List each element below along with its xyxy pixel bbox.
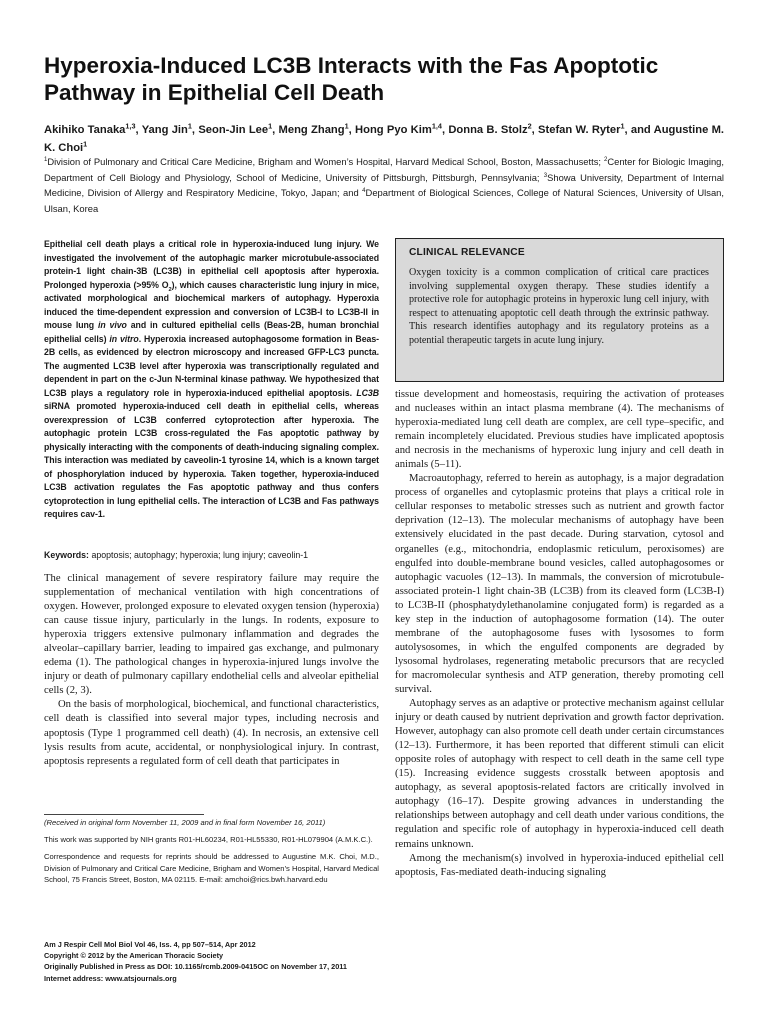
footnotes: [44, 817, 379, 891]
clinical-relevance-text: Oxygen toxicity is a common complication of critical care practices involving supplemental oxygen therapy. These studies identify a protective role for autophagic proteins in hyperoxic lung cell injury, with respect to attenuating apoptotic cell death through the extrinsic pathway. This research identifies autophagy and its regulatory proteins as a potential therapeutic targets in acute lung injury.: [409, 267, 709, 346]
author-affil-sup: 1: [187, 121, 192, 131]
affiliations: $^1$Division of Pulmonary and Critical Care Medicine, Brigham and Women’s Hospital, Harvard Medical School, Boston, Massachusetts; $^2$Center for Biologic Imaging, Department of Cell Biology and Physiology, School of Medicine, University of Pittsburgh, Pittsburgh, Pennsylvania; $^3$Showa University, Department of Internal Medicine, Division of Allergy and Respiratory Medicine, Tokyo, Japan; and $^4$Department of Biological Sciences, College of Natural Sciences, University of Ulsan, Ulsan, Korea: [44, 155, 724, 214]
body-paragraph: tissue development and homeostasis, requiring the activation of proteases and nucleases within an intact plasma membrane (4). The mechanisms of hyperoxia-mediated lung cell death are complex, are cell type–specific, and remain incompletely elucidated. Previous studies have implicated apoptosis and necrosis in the mechanisms of hyperoxic lung injury and cell death in animals (5–11).: [395, 389, 724, 471]
correspondence-note: Correspondence and requests for reprints should be addressed to Augustine M.K. Choi, M.D., Division of Pulmonary and Critical Care Medicine, Brigham and Women’s Hospital, Harvard Medical School, 75 Francis Street, Boston, MA 02115. E-mail: amchoi@rics.bwh.harvard.edu: [44, 852, 379, 884]
affiliation-4: Department of Biological Sciences, College of Natural Sciences, University of Ulsan, Ulsan, Korea: [44, 187, 724, 214]
keywords: [44, 549, 379, 562]
author-list: Akihiko Tanaka$^{1,3}$, Yang Jin$^1$, Seon-Jin Lee$^1$, Meng Zhang$^1$, Hong Pyo Kim$^{1,4}$, Donna B. Stolz$^2$, Stefan W. Ryter$^1$, and Augustine M. K. Choi$^1$: [44, 121, 725, 154]
author-name: Stefan W. Ryter: [538, 124, 621, 136]
citation-line: Am J Respir Cell Mol Biol Vol 46, Iss. 4, pp 507–514, Apr 2012: [44, 940, 256, 949]
author-name: Akihiko Tanaka: [44, 124, 126, 136]
body-paragraph: Among the mechanism(s) involved in hyperoxia-induced epithelial cell apoptosis, Fas-mediated death-inducing signaling: [395, 852, 724, 878]
affiliation-2: Center for Biologic Imaging, Department of Cell Biology and Physiology, School of Medicine, University of Pittsburgh, Pittsburgh, Pennsylvania;: [44, 156, 724, 183]
author-affil-sup: 2: [527, 121, 532, 131]
author-name: Hong Pyo Kim: [355, 124, 432, 136]
author-affil-sup: 1,4: [431, 121, 442, 131]
body-paragraph: On the basis of morphological, biochemical, and functional characteristics, cell death is classified into several major types, including necrosis and apoptosis (Type 1 programmed cell death) (4). In necrosis, an extensive cell lysis results from acute, accidental, or nonphysiological injury. In contrast, apoptosis represents a regulated form of cell death that participates in: [44, 699, 379, 767]
clinical-relevance-box: [395, 238, 724, 382]
funding-note: This work was supported by NIH grants R01-HL60234, R01-HL55330, R01-HL079904 (A.M.K.C.).: [44, 835, 373, 845]
keywords-text: apoptosis; autophagy; hyperoxia; lung injury; caveolin-1: [91, 550, 309, 560]
author-name: Meng Zhang: [278, 124, 345, 136]
footnote-divider: [44, 814, 204, 815]
author-affil-sup: 1: [268, 121, 273, 131]
author-affil-sup: 1,3: [125, 121, 136, 131]
author-name: Seon-Jin Lee: [198, 124, 269, 136]
body-column-right: [395, 388, 724, 880]
doi-line: Originally Published in Press as DOI: 10.1165/rcmb.2009-0415OC on November 17, 2011: [44, 962, 347, 972]
keywords-label: Keywords:: [44, 550, 89, 560]
abstract: Epithelial cell death plays a critical role in hyperoxia-induced lung injury. We investigated the involvement of the autophagic marker microtubule-associated protein-1 light chain-3B (LC3B) in epithelial cell apoptosis after hyperoxia. Prolonged hyperoxia (>95% $O_2$), which causes characteristic lung injury in mice, activated morphological and biochemical markers of autophagy. Hyperoxia induced the time-dependent expression and conversion of LC3B-I to LC3B-II in mouse lung in vivo and in cultured epithelial cells (Beas-2B, human bronchial epithelial cells) in vitro. Hyperoxia increased autophagosome formation in Beas-2B cells, as evidenced by electron microscopy and increased GFP-LC3 puncta. The augmented LC3B level after hyperoxia was transcriptionally regulated and dependent in part on the c-Jun N-terminal kinase pathway. We hypothesized that LC3B plays a regulatory role in hyperoxia-induced epithelial apoptosis. LC3B siRNA promoted hyperoxia-induced cell death in epithelial cells, whereas overexpression of LC3B conferred cytoprotection after hyperoxia. The autophagic protein LC3B cross-regulated the Fas apoptotic pathway by physically interacting with the components of death-inducing signaling complex. This interaction was mediated by caveolin-1 tyrosine 14, which is a known target of phosphorylation induced by hyperoxia. Taken together, hyperoxia-induced LC3B activation regulates the Fas apoptotic pathway and thus confers cytoprotection in lung epithelial cells. The interaction of LC3B and Fas pathways requires cav-1.: [44, 239, 380, 519]
author-affil-sup: 1: [344, 121, 349, 131]
body-paragraph: Autophagy serves as an adaptive or protective mechanism against cellular injury or death caused by nutrient deprivation and growth factor deprivation. However, autophagy can also promote cell death under certain circumstances (12–13). Furthermore, it has been reported that different stimuli can elicit opposite roles of autophagy with respect to cell death in the same cell type (15). Increasing evidence suggests crosstalk between apoptosis and autophagy, as several apoptosis-related factors are critically involved in autophagy (16–17). Despite growing advances in understanding the relationships between autophagy and cell death under various conditions, the regulation and specific role of autophagy in hyperoxia-induced cell death remains unknown.: [395, 698, 724, 850]
author-name: Donna B. Stolz: [448, 124, 528, 136]
author-name: Yang Jin: [141, 124, 188, 136]
received-note: (Received in original form November 11, 2009 and in final form November 16, 2011): [44, 818, 326, 827]
affiliation-3: Showa University, Department of Internal Medicine, Division of Allergy and Respiratory Medicine, Tokyo, Japan; and: [44, 171, 724, 199]
body-paragraph: The clinical management of severe respiratory failure may require the supplementation of mechanical ventilation with high concentrations of oxygen. However, prolonged exposure to elevated oxygen tension (hyperoxia) can cause tissue injury, particularly in the lungs. In rodents, exposure to hyperoxia triggers extensive pulmonary inflammation and degrades the alveolar–capillary barrier, leading to impaired gas exchange, and pulmonary edema (1). The pathological changes in hyperoxia-injured lungs involve the injury or death of pulmonary capillary endothelial cells and alveolar epithelial cells (2, 3).: [44, 573, 379, 697]
body-column-left: [44, 572, 379, 769]
author-affil-sup: 1: [83, 139, 88, 149]
clinical-relevance-heading: CLINICAL RELEVANCE: [409, 247, 525, 258]
body-paragraph: Macroautophagy, referred to herein as autophagy, is a major degradation process of organelles and cytoplasmic proteins that plays a critical role in cellular responses to metabolic stresses such as nutrient and growth factor deprivation (12–13). The molecular mechanisms of autophagy have been extensively elucidated in the past decade. During starvation, cytosol and organelles (e.g., mitochondria, endoplasmic reticulum, peroxisomes) are engulfed into double-membrane bound vesicles, called autophagosomes or autophagic vacuoles (12–13). In mammals, the conversion of microtubule-associated protein-1 light chain-3B (LC3B) from its cleaved form (LC3B-I) to LC3B-II (phosphatydylethanolamine conjugated form) is regarded as a key step in the induction of autophagosome formation (14). The outer membrane of the autophagosome fuses with lysosomes to form autolysosomes, in which the engulfed components are degraded by lysosomal hydrolases, regenerating metabolic precursors that are recycled for macromolecular synthesis and ATP generation, thereby promoting cell survival.: [395, 473, 724, 695]
journal-info: [44, 939, 379, 984]
copyright-line: Copyright © 2012 by the American Thoracic Society: [44, 951, 224, 961]
author-affil-sup: 1: [620, 121, 625, 131]
affiliation-1: Division of Pulmonary and Critical Care Medicine, Brigham and Women’s Hospital, Harvard Medical School, Boston, Massachusetts;: [47, 156, 602, 167]
article-title: Hyperoxia-Induced LC3B Interacts with the Fas Apoptotic Pathway in Epithelial Cell Death: [44, 53, 659, 105]
author-name: Augustine M. K. Choi: [44, 124, 725, 154]
internet-line: Internet address: www.atsjournals.org: [44, 973, 177, 983]
